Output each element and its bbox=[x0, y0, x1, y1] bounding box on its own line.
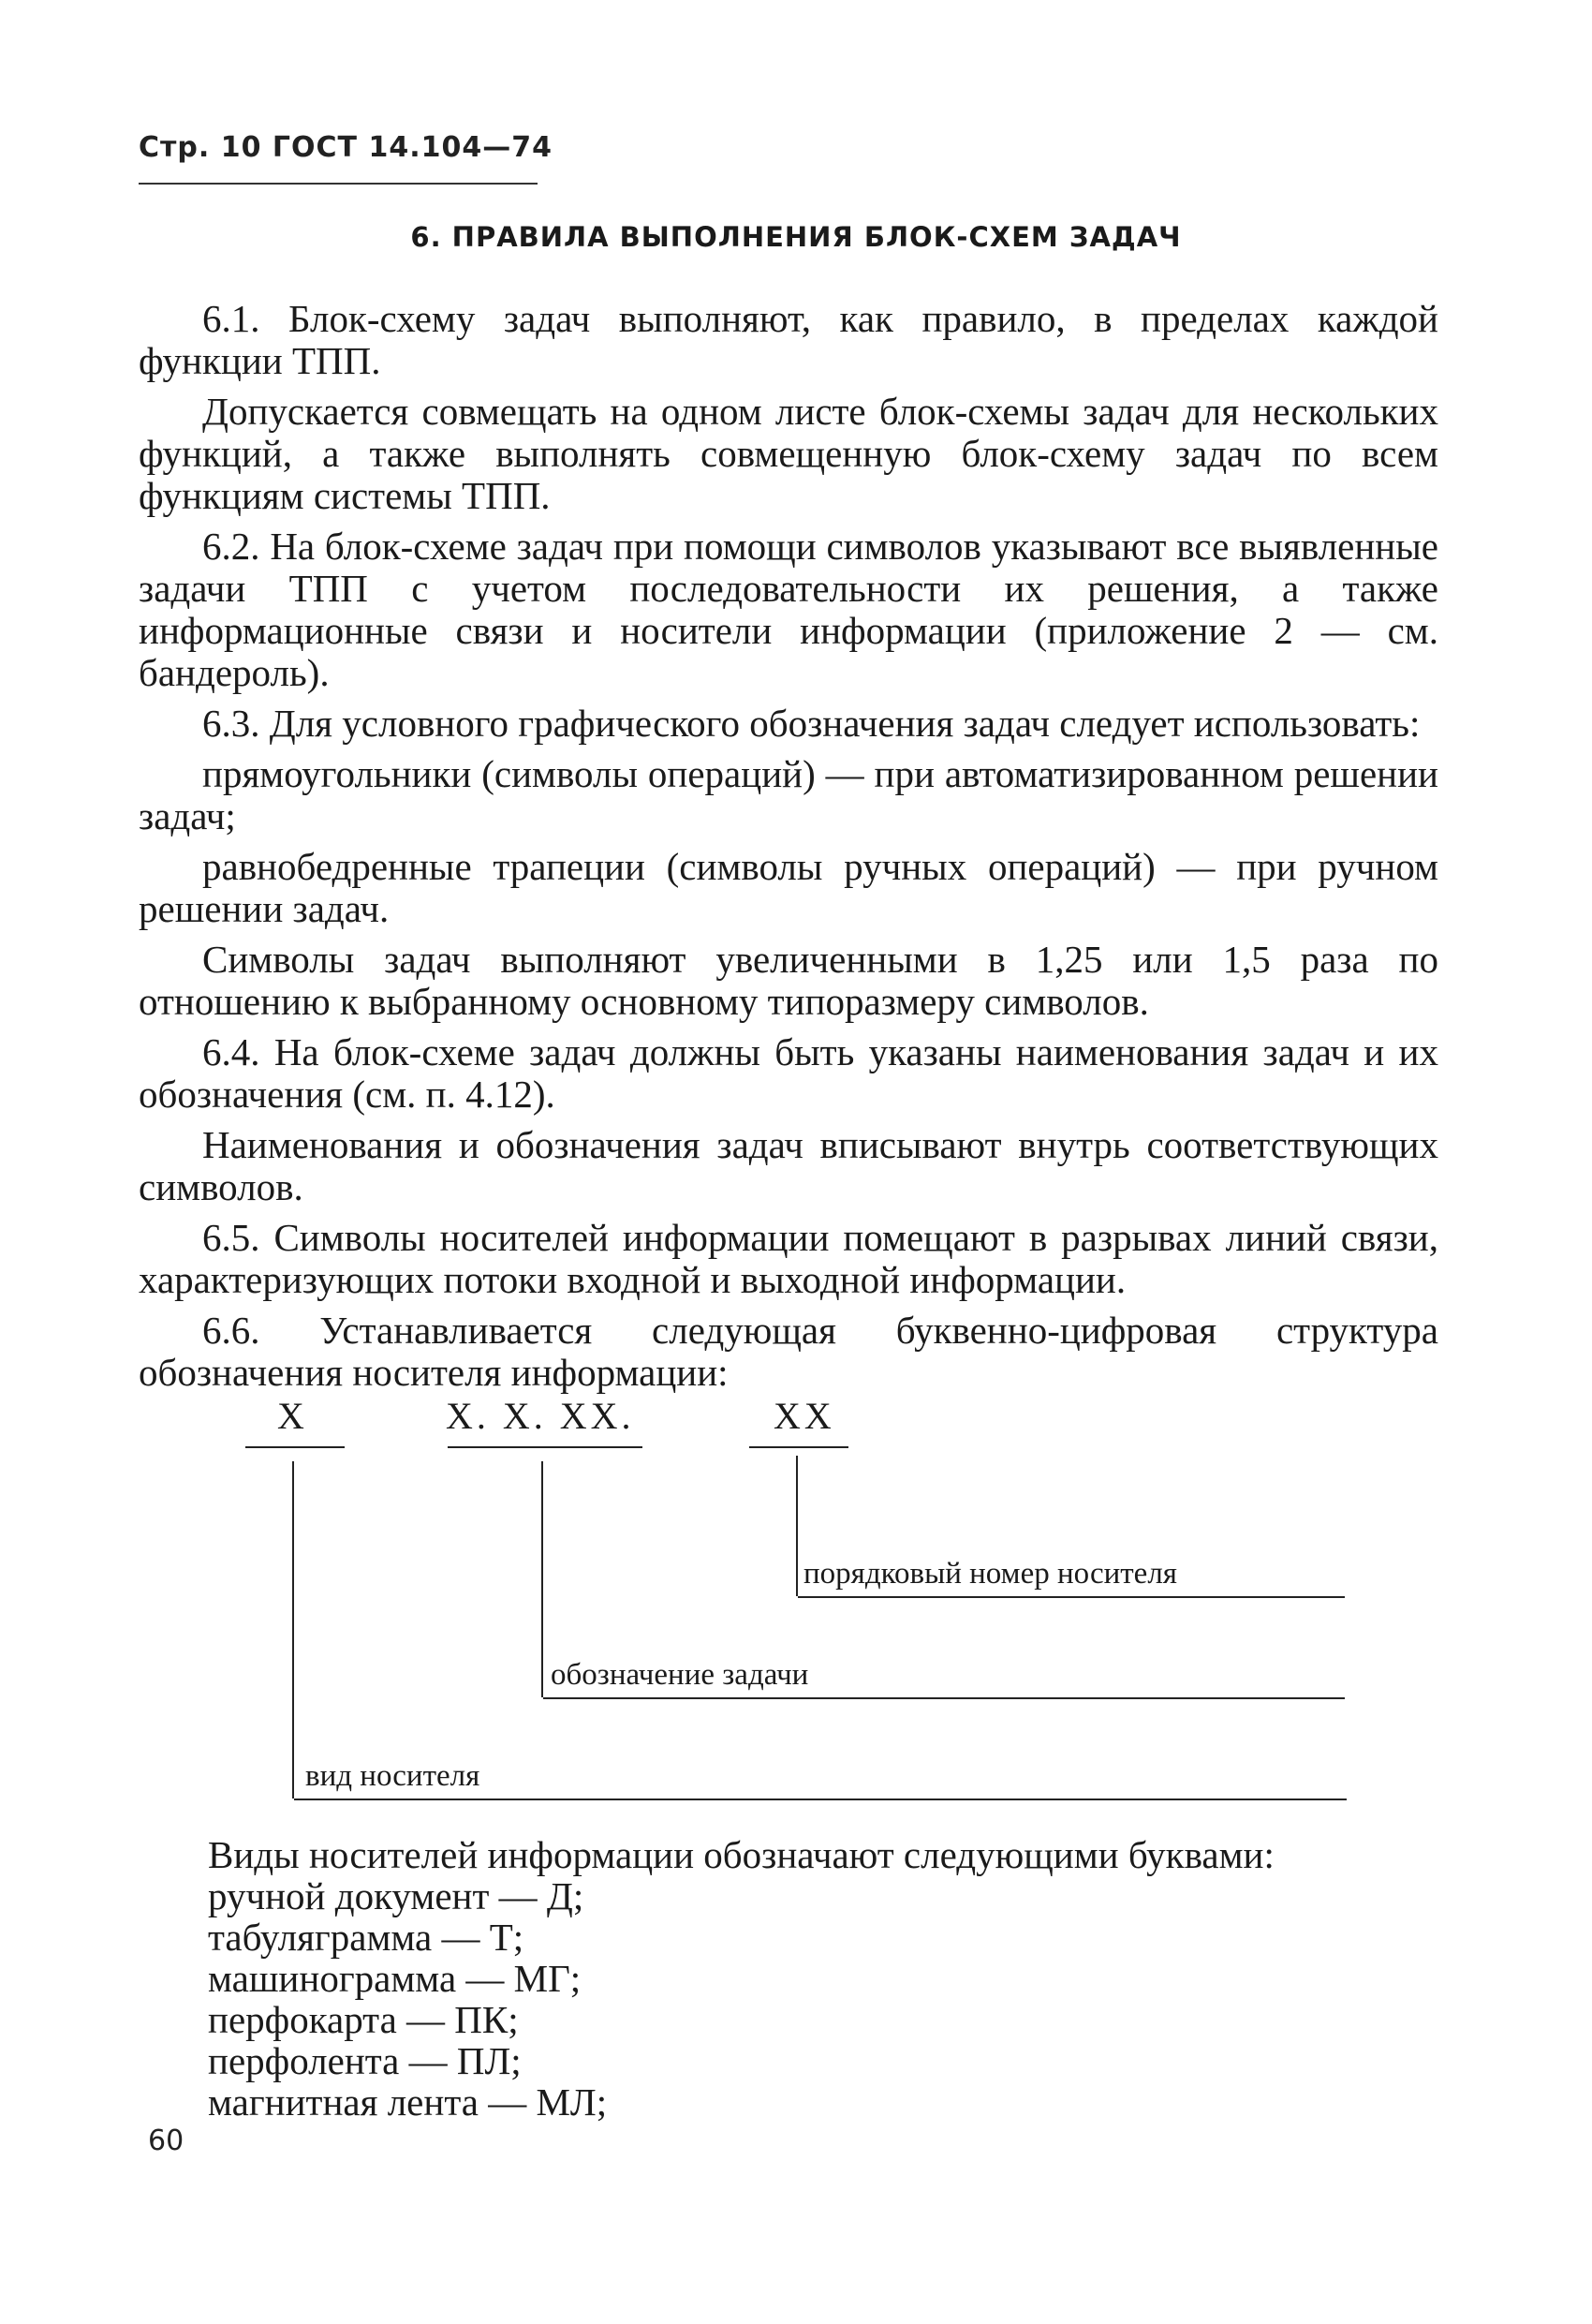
code-segment-serial: XX bbox=[774, 1395, 835, 1437]
paragraph-6-5: 6.5. Символы носителей информации помещают в разрывах линий связи, характеризующих потоки входной и выходной информации. bbox=[139, 1216, 1438, 1301]
paragraph-6-4-note: Наименования и обозначения задач вписывают внутрь соответствующих символов. bbox=[139, 1123, 1438, 1208]
list-item: табуляграмма — Т; bbox=[208, 1916, 524, 1959]
leader-carrier-type bbox=[292, 1461, 294, 1799]
paragraph-6-1: 6.1. Блок-схему задач выполняют, как правило, в пределах каждой функции ТПП. bbox=[139, 297, 1438, 382]
paragraph-6-3: 6.3. Для условного графического обозначения задач следует использовать: bbox=[202, 702, 1421, 745]
label-rule-task bbox=[543, 1697, 1345, 1699]
paragraph-6-4: 6.4. На блок-схеме задач должны быть указаны наименования задач и их обозначения (см. п. 4.12). bbox=[139, 1030, 1438, 1116]
paragraph-6-6: 6.6. Устанавливается следующая буквенно-цифровая структура обозначения носителя информации: bbox=[139, 1309, 1438, 1394]
carrier-list-intro: Виды носителей информации обозначают следующими буквами: bbox=[208, 1833, 1275, 1876]
underline-serial bbox=[749, 1446, 848, 1448]
section-title: 6. ПРАВИЛА ВЫПОЛНЕНИЯ БЛОК-СХЕМ ЗАДАЧ bbox=[410, 221, 1182, 253]
paragraph-6-3-item-1: прямоугольники (символы операций) — при автоматизированном решении задач; bbox=[139, 752, 1438, 837]
list-item: перфокарта — ПК; bbox=[208, 1998, 519, 2041]
list-item: ручной документ — Д; bbox=[208, 1874, 584, 1917]
label-serial-number: порядковый номер носителя bbox=[803, 1557, 1177, 1591]
underline-carrier-type bbox=[245, 1446, 345, 1448]
label-rule-carrier-type bbox=[294, 1799, 1347, 1800]
label-rule-serial bbox=[798, 1596, 1345, 1598]
label-carrier-type: вид носителя bbox=[305, 1759, 480, 1793]
underline-task bbox=[448, 1446, 642, 1448]
list-item: перфолента — ПЛ; bbox=[208, 2039, 522, 2082]
list-item: машинограмма — МГ; bbox=[208, 1957, 582, 2000]
code-segment-task: X. X. XX. bbox=[446, 1395, 635, 1437]
leader-serial bbox=[796, 1456, 798, 1596]
running-head: Стр. 10 ГОСТ 14.104—74 bbox=[139, 131, 553, 164]
list-item: магнитная лента — МЛ; bbox=[208, 2080, 608, 2124]
leader-task bbox=[541, 1461, 543, 1697]
paragraph-6-3-note: Символы задач выполняют увеличенными в 1,25 или 1,5 раза по отношению к выбранному основному типоразмеру символов. bbox=[139, 938, 1438, 1023]
paragraph-6-2: 6.2. На блок-схеме задач при помощи символов указывают все выявленные задачи ТПП с учетом последовательности их решения, а также информационные связи и носители информации (приложение 2 — см. бандероль). bbox=[139, 525, 1438, 694]
paragraph-6-1-note: Допускается совмещать на одном листе блок-схемы задач для нескольких функций, а также выполнять совмещенную блок-схему задач по всем функциям системы ТПП. bbox=[139, 390, 1438, 517]
paragraph-6-3-item-2: равнобедренные трапеции (символы ручных операций) — при ручном решении задач. bbox=[139, 845, 1438, 930]
carrier-type-list bbox=[208, 1834, 1275, 2123]
code-segment-carrier-type: X bbox=[277, 1395, 308, 1437]
page-number: 60 bbox=[148, 2124, 184, 2157]
label-task-designation: обозначение задачи bbox=[551, 1658, 809, 1692]
